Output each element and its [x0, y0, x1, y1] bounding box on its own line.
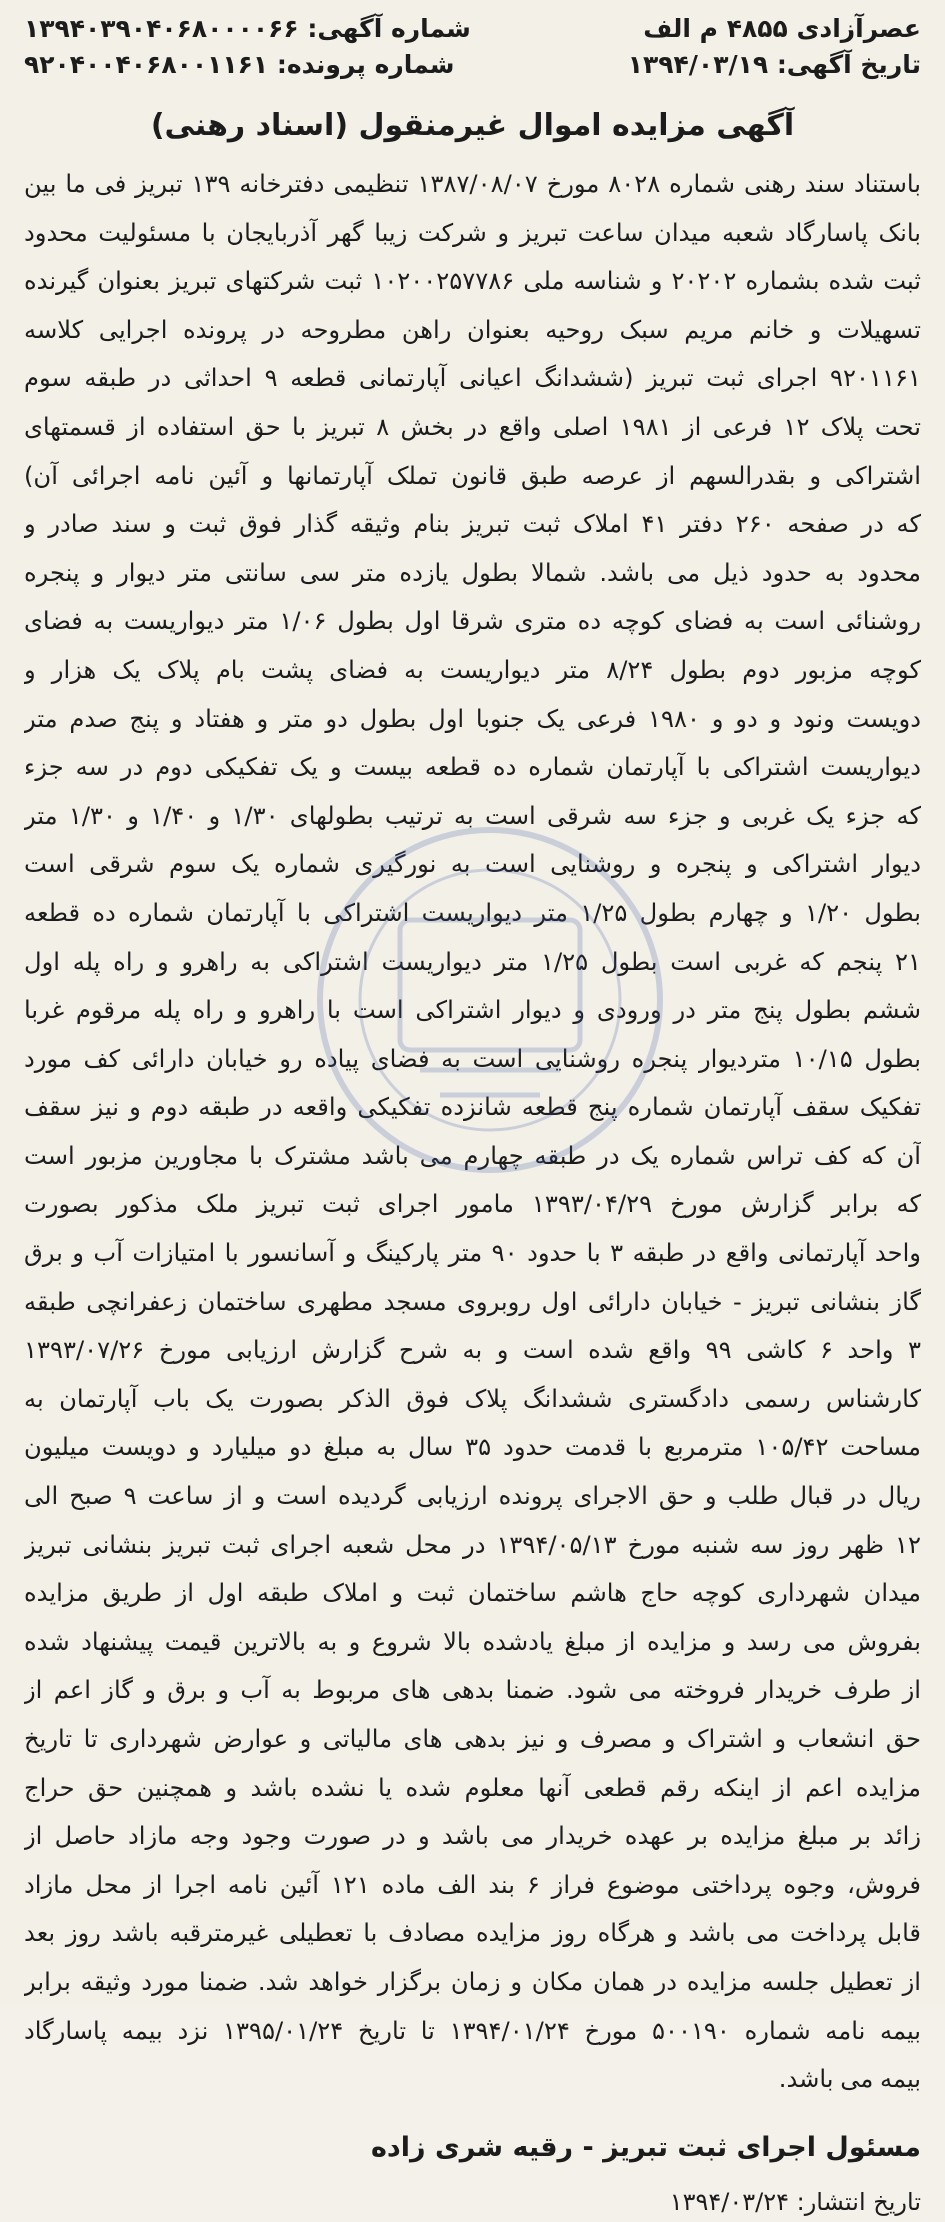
body-line: باستناد سند رهنی شماره ۸۰۲۸ مورخ ۱۳۸۷/۰۸/۰۷ تنظیمی دفترخانه ۱۳۹ تبریز فی ما بین [24, 170, 921, 198]
header-row-2 [24, 50, 921, 86]
body-line: کارشناس رسمی دادگستری ششدانگ پلاک فوق الذکر بصورت یک باب آپارتمان به [24, 1384, 921, 1413]
body-line: ۳ واحد ۶ کاشی ۹۹ واقع شده است و به شرح گزارش ارزیابی مورخ ۱۳۹۳/۰۷/۲۶ [24, 1336, 921, 1365]
body-line: حق انشعاب و اشتراک و مصرف و نیز بدهی های مالیاتی و عوارض شهرداری تا تاریخ [24, 1725, 921, 1753]
ad-number: شماره آگهی: ۱۳۹۴۰۳۹۰۴۰۶۸۰۰۰۰۶۶ [24, 14, 471, 43]
publish-date: تاریخ انتشار: ۱۳۹۴/۰۳/۲۴ [669, 2187, 921, 2216]
body-line: بیمه نامه شماره ۵۰۰۱۹۰ مورخ ۱۳۹۴/۰۱/۲۴ تا تاریخ ۱۳۹۵/۰۱/۲۴ نزد بیمه پاسارگاد [24, 2016, 921, 2045]
body-line: که برابر گزارش مورخ ۱۳۹۳/۰۴/۲۹ مامور اجرای ثبت تبریز ملک مذکور بصورت [24, 1190, 921, 1219]
ad-date: تاریخ آگهی: ۱۳۹۴/۰۳/۱۹ [627, 50, 921, 79]
body-line: زائد بر مبلغ مزایده بر عهده خریدار می باشد و در صورت وجود وجه مازاد حاصل از [24, 1822, 921, 1851]
body-line: تحت پلاک ۱۲ فرعی از ۱۹۸۱ اصلی واقع در بخش ۸ تبریز با حق استفاده از قسمتهای [24, 412, 921, 441]
body-line: مزایده اعم از اینکه رقم قطعی آنها معلوم شده یا نشده باشد و همچنین حق حراج [24, 1773, 921, 1802]
body-line: گاز بنشانی تبریز - خیابان دارائی اول روبروی مسجد مطهری ساختمان زعفرانچی طبقه [24, 1287, 921, 1316]
body-line: قابل پرداخت می باشد و هرگاه روز مزایده مصادف با تعطیلی غیرمترقبه باشد روز بعد [24, 1919, 921, 1948]
body-line: آن که کف تراس شماره یک در طبقه چهارم می باشد مشترک با مجاورین مزبور است [24, 1141, 921, 1170]
body-line: ۹۲۰۱۱۶۱ اجرای ثبت تبریز (ششدانگ اعیانی آپارتمانی قطعه ۹ احداثی در طبقه سوم [24, 364, 921, 393]
body-line: از طرف خریدار فروخته می شود. ضمنا بدهی های مربوط به آب و برق و گاز اعم از [24, 1676, 921, 1705]
page-title: آگهی مزایده اموال غیرمنقول (اسناد رهنی) [150, 108, 795, 143]
body-line: تسهیلات و خانم مریم سبک روحیه بعنوان راهن مطروحه در پرونده اجرایی کلاسه [24, 315, 921, 344]
body-line: ششم بطول پنج متر در ورودی و دیوار اشتراکی است با راهرو و راه پله مرقوم غربا [24, 996, 921, 1025]
body-line: دیواریست اشتراکی با آپارتمان شماره ده قطعه بیست و یک تفکیکی دوم در سه جزء [24, 753, 921, 782]
body-line: واحد آپارتمانی واقع در طبقه ۳ با حدود ۹۰ متر پارکینگ و آسانسور با امتیازات آب و برق [24, 1239, 921, 1268]
body-line: بفروش می رسد و مزایده از مبلغ یادشده بالا شروع و به بالاترین قیمت پیشنهاد شده [24, 1627, 921, 1656]
body-line: دویست ونود و دو و ۱۹۸۰ فرعی یک جنوبا اول بطول دو متر و هفتاد و پنج صدم متر [24, 704, 921, 733]
body-line: تفکیک سقف آپارتمان شماره پنج قطعه شانزده تفکیکی واقعه در طبقه دوم و نیز سقف [24, 1093, 921, 1122]
header-row-1 [24, 14, 921, 50]
body-line: بیمه می باشد. [778, 2065, 921, 2094]
body-line: کوچه مزبور دوم بطول ۸/۲۴ متر دیواریست به فضای پشت بام پلاک یک هزار و [24, 655, 921, 684]
body-line: بطول ۱۰/۱۵ متردیوار پنجره روشنایی است به فضای پیاده رو خیابان دارائی کف مورد [24, 1044, 921, 1073]
body-line: مساحت ۱۰۵/۴۲ مترمربع با قدمت حدود ۳۵ سال به مبلغ دو میلیارد و دویست میلیون [24, 1433, 921, 1462]
body-line: ثبت شده بشماره ۲۰۲۰۲ و شناسه ملی ۱۰۲۰۰۲۵۷۷۸۶ ثبت شرکتهای تبریز بعنوان گیرنده [24, 267, 921, 296]
body-line: که جزء یک غربی و جزء سه شرقی است به ترتیب بطولهای ۱/۳۰ و ۱/۴۰ و ۱/۳۰ متر [24, 801, 921, 830]
body-text [24, 160, 921, 2104]
body-line: که در صفحه ۲۶۰ دفتر ۴۱ املاک ثبت تبریز بنام وثیقه گذار فوق ثبت و سند صادر و [24, 510, 921, 539]
body-line: روشنائی است به فضای کوچه ده متری شرقا اول بطول ۱/۰۶ متر دیواریست به فضای [24, 607, 921, 636]
body-line: فروش، وجوه پرداختی موضوع فراز ۶ بند الف ماده ۱۲۱ آئین نامه اجرا از محل مازاد [24, 1870, 921, 1899]
file-number: شماره پرونده: ۹۲۰۴۰۰۴۰۶۸۰۰۱۱۶۱ [24, 50, 455, 79]
body-line: محدود به حدود ذیل می باشد. شمالا بطول یازده متر سی سانتی متر دیوار و پنجره [24, 558, 921, 587]
body-line: بانک پاسارگاد شعبه میدان ساعت تبریز و شرکت زیبا گهر آذربایجان با مسئولیت محدود [24, 218, 921, 247]
body-line: دیوار اشتراکی و پنجره و روشنایی است به نورگیری شماره یک سوم شرقی است [24, 850, 921, 879]
body-line: بطول ۱/۲۰ و چهارم بطول ۱/۲۵ متر دیواریست اشتراکی با آپارتمان شماره ده قطعه [24, 898, 921, 927]
body-line: اشتراکی و بقدرالسهم از عرصه طبق قانون تملک آپارتمانها و آئین نامه اجرائی آن) [24, 461, 921, 490]
body-line: از تعطیل جلسه مزایده در همان مکان و زمان برگزار خواهد شد. ضمنا مورد وثیقه برابر [24, 1967, 921, 1996]
body-line: میدان شهرداری کوچه حاج هاشم ساختمان ثبت و املاک طبقه اول از طریق مزایده [24, 1579, 921, 1608]
body-line: ۲۱ پنجم که غربی است بطول ۱/۲۵ متر دیواریست اشتراکی به راهرو و راه پله اول [24, 947, 921, 976]
signature: مسئول اجرای ثبت تبریز - رقیه شری زاده [370, 2131, 921, 2163]
body-line: ریال در قبال طلب و حق الاجرای پرونده ارزیابی گردیده است و از ساعت ۹ صبح الی [24, 1482, 921, 1511]
body-line: ۱۲ ظهر روز سه شنبه مورخ ۱۳۹۴/۰۵/۱۳ در محل شعبه اجرای ثبت تبریز بنشانی تبریز [24, 1530, 921, 1559]
newspaper-ref: عصرآزادی ۴۸۵۵ م الف [643, 14, 921, 43]
